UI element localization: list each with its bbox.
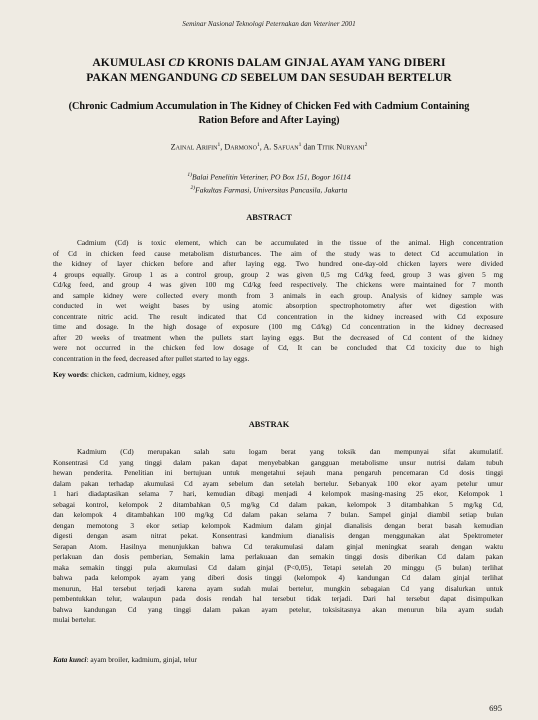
affiliations (0, 170, 538, 196)
author-name: Zainal Arifin (170, 142, 218, 152)
abstract-line: of Cd in chicken feed cause metabolism disturbances. The aim of the study was to detect Cd accumulation in (53, 248, 503, 258)
abstract-body (53, 238, 503, 364)
abstrak-heading: ABSTRAK (248, 420, 290, 429)
keywords-text: : chicken, cadmium, kidney, eggs (86, 370, 186, 379)
author-name: Titik Nuryani (317, 142, 365, 152)
kata-kunci-label: Kata kunci (53, 655, 87, 664)
abstract-line: concentrate nitric acid. The result indicated that Cd concentration in the kidney increased with Cd exposure (53, 311, 503, 321)
abstrak-line: dan kelompok 4 ditambahkan 100 mg/kg Cd dalam pakan selama 7 bulan. Sampel ginjal diambil setiap bulan (53, 510, 503, 519)
running-head: Seminar Nasional Teknologi Peternakan dan Veteriner 2001 (182, 20, 356, 28)
abstrak-body (53, 447, 503, 626)
abstract-line: concentration in the feed, decreased after pullet started to lay eggs. (53, 353, 250, 363)
abstrak-line: digesti dengan asam nitrat pekat. Konsentrasi kandmium dianalisis dengan menggunakan alat Spektrometer (53, 531, 503, 540)
abstract-line: 4 groups equally. Group 1 as a control group, group 2 was given 0,5 mg Cd/kg feed, group 3 was given 5 mg (53, 269, 503, 279)
abstrak-line: menurun, Hal tersebut terjadi karena ayam sudah mulai bertelur, mungkin sebagaian Cd yang disalurkan untuk (53, 583, 503, 593)
abstrak-line: Kadmium (Cd) merupakan salah satu logam berat yang toksik dan mempunyai sifat akumulatif. (77, 447, 503, 456)
abstrak-line: bahwa kandungan Cd yang tinggi dalam pakan ayam petelur, toksisitasnya akan menurun bila ayam sudah (53, 604, 503, 614)
affiliation-2: $^{2)}$Fakultas Farmasi, Universitas Pancasila, Jakarta (190, 185, 348, 195)
abstrak-line: hewan penderita. Penelitian ini bertujuan untuk mengetahui sejauh mana pengaruh pencemaran Cd dosis tinggi (53, 468, 503, 477)
abstrak-line: sebagai kontrol, kelompok 2 ditambahkan 0,5 mg/kg Cd dalam pakan, kelompok 3 ditambahkan 5 mg/kg Cd, (53, 499, 503, 509)
abstract-line: time and dosage. In the high dosage of exposure (100 mg Cd/kg) Cd concentration in the kidney decreased (53, 322, 503, 331)
abstract-keywords (53, 370, 503, 379)
abstrak-line: bahwa pada kelompok ayam yang diberi dosis tinggi (kelompok 4) kandungan Cd dalam ginjal terlihat (53, 573, 503, 582)
subtitle-line-2: Ration Before and After Laying) (198, 114, 340, 126)
paper-title (40, 55, 498, 85)
affiliation-1: $^{1)}$Balai Penelitin Veteriner, PO Box 151, Bogor 16114 (187, 172, 351, 182)
abstrak-line: Serapan Atom. Hasilnya menunjukkan bahwa Cd terakumulasi dalam ginjal meningkat searah dengan waktu (53, 541, 503, 551)
abstract-heading: ABSTRACT (246, 213, 292, 222)
keywords-label: Key words (53, 370, 87, 379)
abstract-line: conducted in wet weight bases by using atomic absorption spectrophotometry after wet digestion with (53, 301, 503, 310)
kata-kunci-text: : ayam broiler, kadmium, ginjal, telur (86, 655, 198, 664)
abstrak-line: dalam pakan terhadap akumulasi Cd ayam sebelum dan setelah bertelur. Sebanyak 100 ekor ayam petelur umur (53, 478, 503, 488)
abstract-line: after 20 weeks of treatment when the pullets start laying eggs. But the decreased of Cd content of the kidney (53, 332, 503, 342)
author-list: Zainal Arifin$^1$, Darmono$^1$, A. Safuan$^1$ dan Titik Nuryani$^2$ (170, 142, 368, 152)
abstrak-line: 1 hari diadaptasikan selama 7 hari, kemudian dibagi menjadi 4 kelompok masing-masing 25 ekor, Kelompok 1 (53, 489, 503, 498)
abstract-line: were not occurred in the chicken fed low dosage of Cd, It can be concluded that Cd toxicity due to high (53, 343, 503, 352)
abstract-line: the kidney of layer chicken before and after laying egg. Two hundred one-day-old chicken layers were divided (53, 259, 503, 268)
abstrak-line: Konsentrasi Cd yang tinggi dalam pakan dapat menyebabkan gangguan metabolisme unsur nutrisi dalam tubuh (53, 457, 503, 467)
subtitle-line-1: (Chronic Cadmium Accumulation in The Kidney of Chicken Fed with Cadmium Containing (68, 101, 470, 112)
title-line-2: PAKAN MENGANDUNG CD SEBELUM DAN SESUDAH BERTELUR (86, 71, 452, 84)
abstrak-line: maka semakin tinggi pula akumulasi Cd dalam ginjal (P<0,05), Tetapi setelah 20 minggu (5 bulan) terlihat (53, 562, 503, 572)
abstrak-line: perlakuan dan dosis pemberian, Semakin lama perlakuaan dan semakin tinggi dosis diberikan Cd dalam pakan (53, 552, 503, 561)
abstract-line: and sample kidney were collected every month from 3 animals in each group. Analysis of kidney sample was (53, 290, 503, 300)
abstrak-line: pembentukkan telur, walaupun pada dosis rendah hal tersebut tidak terjadi. Dari hal tersebut dapat disimpulkan (53, 594, 503, 603)
abstract-line: Cadmium (Cd) is toxic element, which can be accumulated in the tissue of the animal. High concentration (77, 238, 503, 247)
abstrak-line: mulai bertelur. (53, 615, 96, 624)
abstrak-keywords (53, 655, 503, 664)
author-name: Safuan (273, 142, 299, 152)
abstract-line: Cd/kg feed, and group 4 was given 100 mg Cd/kg feed respectively. The chickens were maintained for 7 month (53, 280, 503, 289)
title-line-1: AKUMULASI CD KRONIS DALAM GINJAL AYAM YANG DIBERI (92, 56, 446, 69)
page-number: 695 (489, 703, 502, 713)
english-subtitle (44, 100, 494, 127)
author-name: Darmono (224, 142, 257, 152)
abstrak-line: dengan memotong 3 ekor setiap kelompok Kadmium dalam ginjal dianalisis dengan berat basah kemudian (53, 520, 503, 530)
